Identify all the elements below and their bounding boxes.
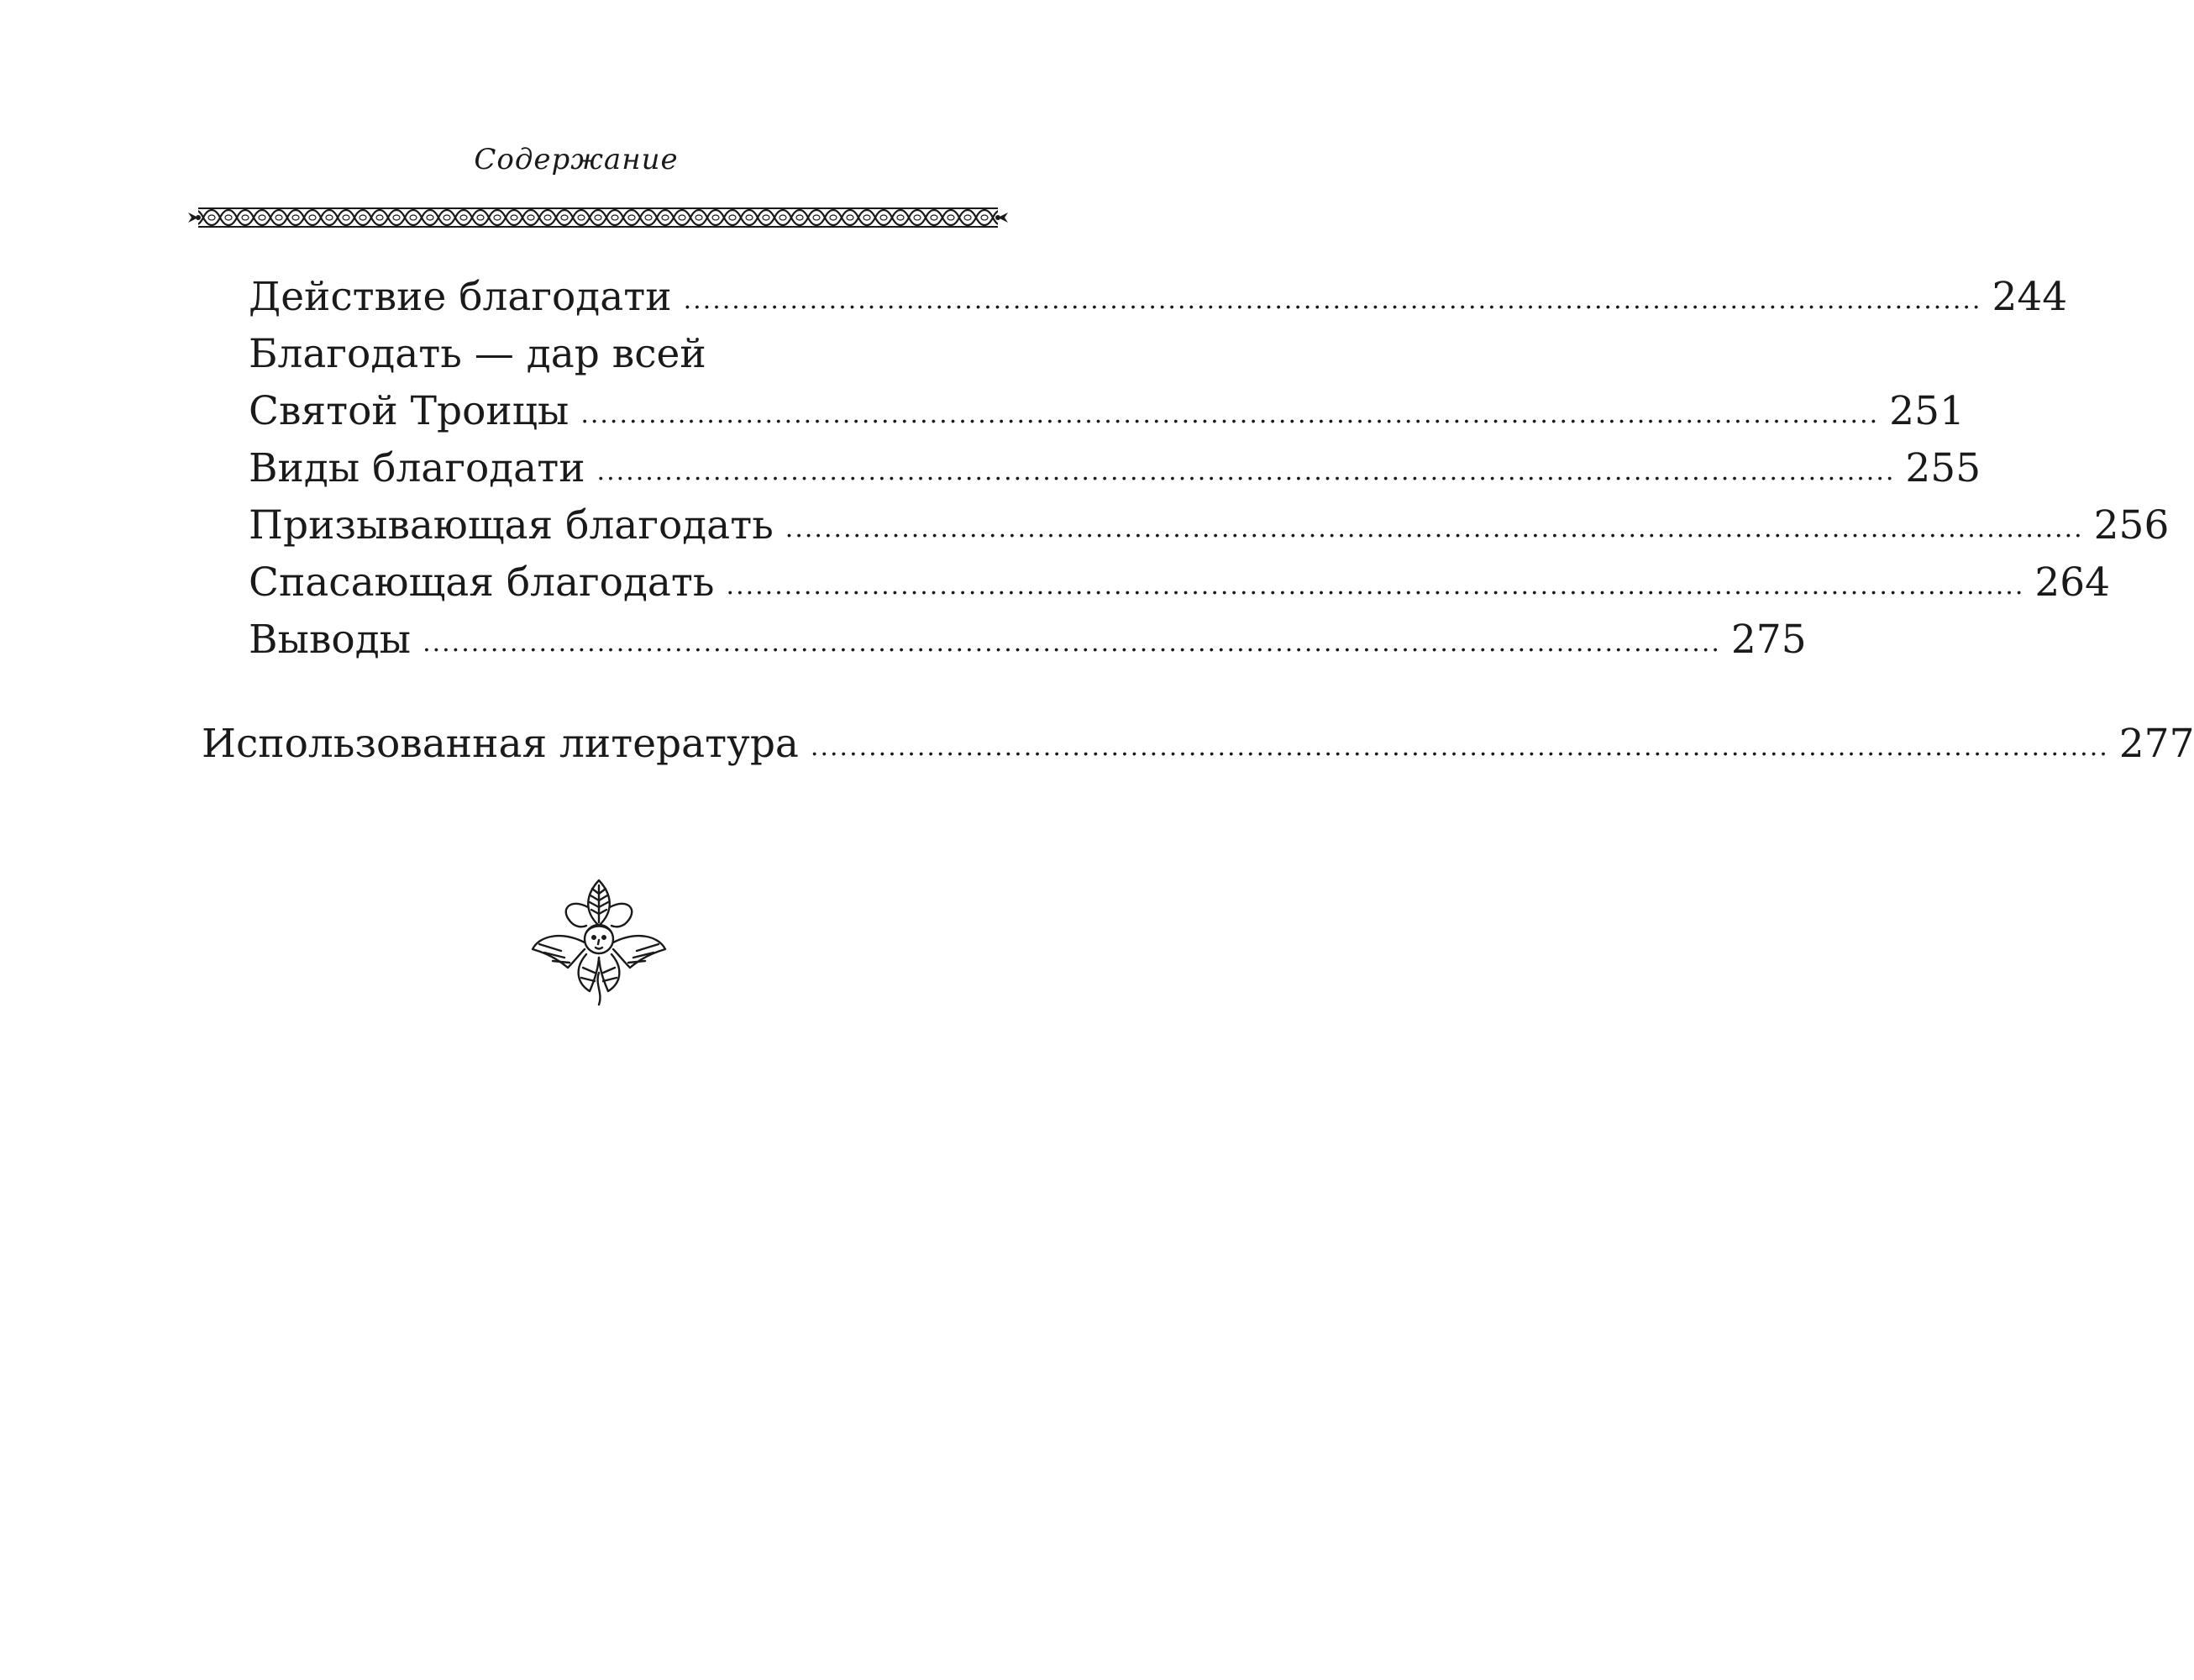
toc-entry-page: 255 bbox=[1905, 445, 1981, 491]
toc-entry-page: 277 bbox=[2118, 721, 2194, 767]
toc-entry-page: 275 bbox=[1730, 617, 1807, 663]
dot-leader: ...................................................................................................................................... bbox=[726, 571, 2025, 601]
toc-entry-title: Спасающая благодать bbox=[249, 559, 715, 606]
toc-entry[interactable] bbox=[249, 617, 1807, 663]
toc-entry-title-line1[interactable] bbox=[249, 331, 984, 377]
toc-entry-title: Святой Троицы bbox=[249, 388, 569, 434]
running-header: Содержание bbox=[474, 143, 679, 176]
dot-leader: ...................................................................................................................................... bbox=[580, 400, 1880, 429]
dot-leader: ...................................................................................................................................... bbox=[683, 286, 1982, 315]
toc-entry[interactable] bbox=[249, 388, 1965, 434]
dot-leader: ...................................................................................................................................... bbox=[423, 628, 1721, 658]
toc-entry[interactable] bbox=[249, 559, 2111, 606]
toc-entry[interactable] bbox=[249, 445, 1981, 491]
dot-leader: ...................................................................................................................................... bbox=[785, 514, 2084, 543]
toc-entry-page: 244 bbox=[1992, 274, 2068, 320]
toc-entry-page: 251 bbox=[1889, 388, 1965, 434]
toc-entry-title: Действие благодати bbox=[249, 274, 672, 320]
dot-leader: ...................................................................................................................................... bbox=[810, 732, 2109, 762]
toc-entry-title: Виды благодати bbox=[249, 445, 585, 491]
toc-entry-title: Благодать — дар всей bbox=[249, 331, 706, 377]
dot-leader: ...................................................................................................................................... bbox=[596, 457, 1896, 486]
toc-entry-title: Призывающая благодать bbox=[249, 502, 774, 549]
toc-entry-page: 264 bbox=[2034, 559, 2111, 606]
toc-entry-bibliography[interactable] bbox=[202, 721, 2194, 767]
toc-entry-page: 256 bbox=[2093, 502, 2170, 549]
toc-entry-title: Использованная литература bbox=[202, 721, 799, 767]
toc-entry[interactable] bbox=[249, 274, 2068, 320]
winged-cherub-fleuron-icon bbox=[528, 874, 670, 1008]
toc-entry-title: Выводы bbox=[249, 617, 412, 663]
toc-entry[interactable] bbox=[249, 502, 2170, 549]
